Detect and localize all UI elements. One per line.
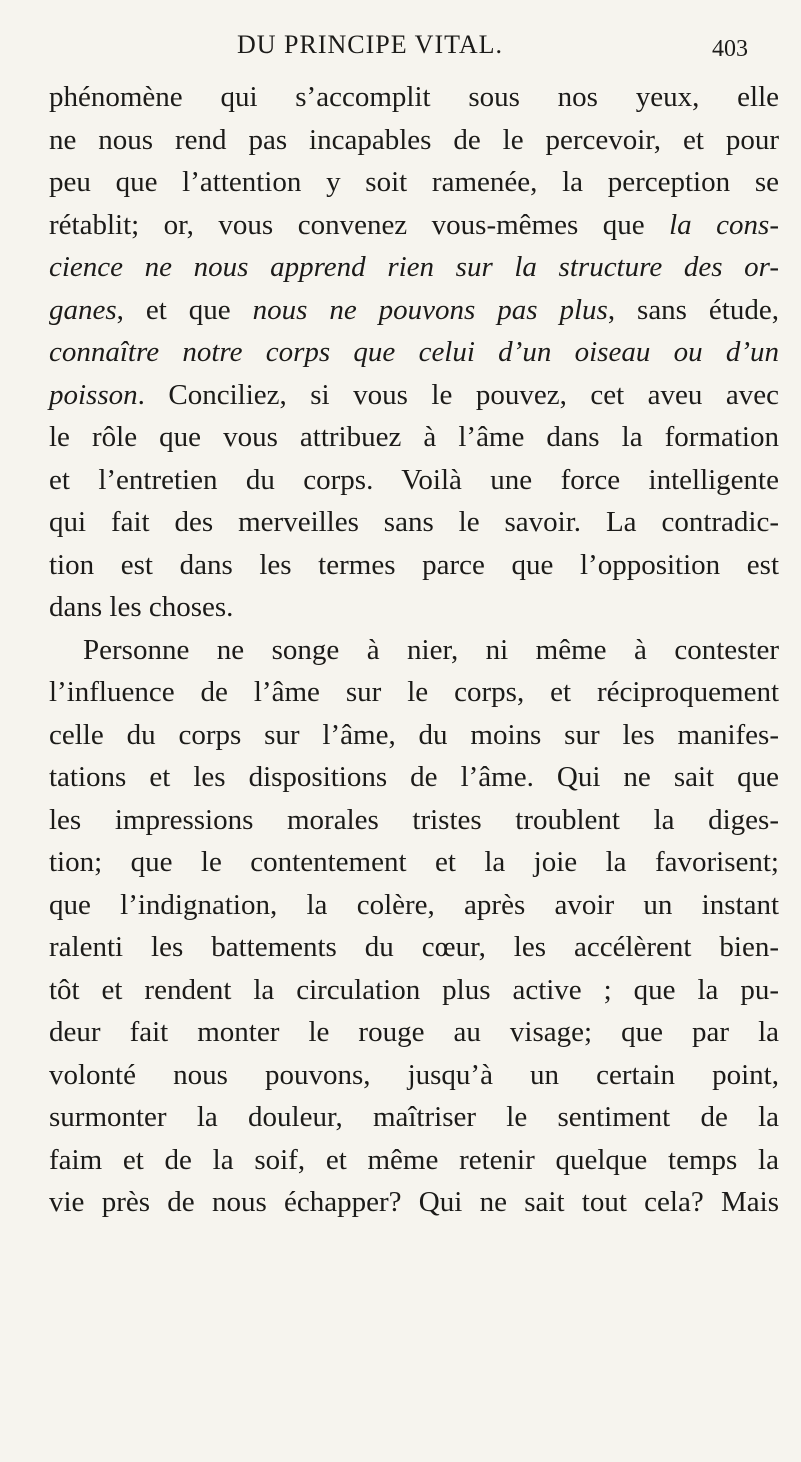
text-segment: celle du corps sur l’âme, du moins sur les manifes- (49, 718, 779, 751)
text-segment: , sans étude, (607, 293, 779, 326)
text-line (49, 884, 779, 927)
text-segment: que l’indignation, la colère, après avoir un instant (49, 888, 779, 921)
text-line (49, 756, 779, 799)
text-segment: vie près de nous échapper? Qui ne sait tout cela? Mais (49, 1186, 779, 1218)
text-segment: rétablit; or, vous convenez vous-mêmes que (49, 208, 670, 241)
body-text (49, 76, 779, 1224)
text-segment: faim et de la soif, et même retenir quelque temps la (49, 1143, 779, 1176)
text-line (49, 926, 779, 969)
text-line (49, 331, 779, 374)
text-line (49, 1139, 779, 1182)
text-segment: nous ne pouvons pas plus (252, 293, 608, 326)
text-line (49, 76, 779, 119)
text-segment: ne nous rend pas incapables de le percevoir, et pour (49, 123, 779, 156)
text-line (49, 161, 779, 204)
text-segment: surmonter la douleur, maîtriser le sentiment de la (49, 1101, 779, 1133)
text-segment: connaître notre corps que celui d’un oiseau ou d’un (49, 336, 779, 368)
text-segment: phénomène qui s’accomplit sous nos yeux, elle (49, 81, 779, 113)
text-segment: tion; que le contentement et la joie la favorisent; (49, 846, 779, 878)
page-number: 403 (712, 36, 748, 62)
text-line (49, 629, 779, 672)
text-line (49, 1011, 779, 1054)
text-segment: les impressions morales tristes troublent la diges- (49, 803, 779, 836)
text-line (49, 799, 779, 842)
text-line (49, 289, 779, 332)
text-line (49, 416, 779, 459)
text-line (49, 586, 779, 629)
text-segment: dans les choses. (49, 591, 234, 623)
text-segment: qui fait des merveilles sans le savoir. La contradic- (49, 506, 779, 538)
text-segment: la cons- (669, 208, 779, 241)
text-segment: ralenti les battements du cœur, les accélèrent bien- (49, 931, 779, 963)
text-segment: et l’entretien du corps. Voilà une force intelligente (49, 463, 779, 496)
text-line (49, 671, 779, 714)
text-segment: deur fait monter le rouge au visage; que par la (49, 1016, 779, 1048)
text-segment: tion est dans les termes parce que l’opposition est (49, 548, 779, 581)
text-line (49, 246, 779, 289)
text-line (49, 1181, 779, 1224)
text-segment: tations et les dispositions de l’âme. Qui ne sait que (49, 761, 779, 793)
text-segment: l’influence de l’âme sur le corps, et réciproquement (49, 676, 779, 708)
text-segment: , et que (116, 293, 253, 326)
text-line (49, 204, 779, 247)
text-line (49, 501, 779, 544)
text-line (49, 841, 779, 884)
text-segment: cience ne nous apprend rien sur la structure des or- (49, 251, 779, 283)
text-line (49, 1096, 779, 1139)
running-head (0, 30, 801, 66)
text-line (49, 459, 779, 502)
text-line (49, 374, 779, 417)
text-segment: Personne ne songe à nier, ni même à contester (83, 633, 779, 666)
text-line (49, 1054, 779, 1097)
text-segment: ganes (49, 293, 117, 326)
text-segment: . Conciliez, si vous le pouvez, cet aveu avec (137, 378, 779, 411)
text-line (49, 714, 779, 757)
text-segment: volonté nous pouvons, jusqu’à un certain point, (49, 1058, 779, 1091)
text-line (49, 969, 779, 1012)
text-segment: tôt et rendent la circulation plus active ; que la pu- (49, 973, 779, 1006)
text-segment: poisson (49, 378, 138, 411)
text-line (49, 119, 779, 162)
text-line (49, 544, 779, 587)
running-title: DU PRINCIPE VITAL. (237, 30, 504, 59)
text-segment: le rôle que vous attribuez à l’âme dans la formation (49, 421, 779, 453)
text-segment: peu que l’attention y soit ramenée, la perception se (49, 166, 779, 198)
